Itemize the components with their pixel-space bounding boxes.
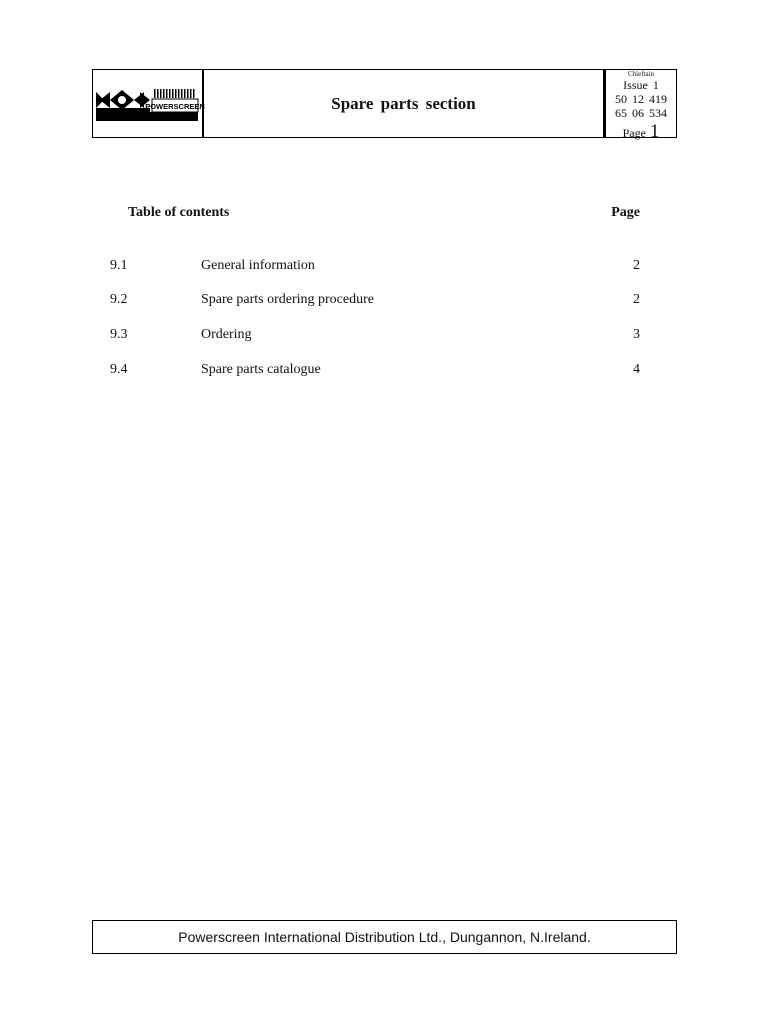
document-title: Spare parts section xyxy=(331,93,476,113)
model-name: Chieftain xyxy=(627,70,655,78)
part-code-1: 50 12 419 xyxy=(615,92,667,106)
svg-text:POWERSCREEN: POWERSCREEN xyxy=(145,102,205,111)
powerscreen-logo xyxy=(96,88,205,122)
document-info xyxy=(603,70,676,142)
page-label: Page xyxy=(622,126,646,140)
issue-number: Issue 1 xyxy=(623,78,659,92)
part-code-2: 65 06 534 xyxy=(615,106,667,120)
toc-title: Table of contents xyxy=(128,205,230,220)
toc-entry-page: 2 xyxy=(633,258,640,273)
toc-entry-page: 2 xyxy=(633,292,640,307)
toc-entry-label: General information xyxy=(201,258,315,273)
document-header xyxy=(92,69,677,142)
page-indicator xyxy=(606,122,676,141)
toc-entry-page: 4 xyxy=(633,362,640,377)
toc-entry[interactable] xyxy=(110,362,640,382)
toc-page-heading: Page xyxy=(611,205,640,220)
toc-entry-number: 9.2 xyxy=(110,292,128,307)
toc-entry-label: Spare parts ordering procedure xyxy=(201,292,374,307)
toc-entry-label: Spare parts catalogue xyxy=(201,362,321,377)
toc-entry[interactable] xyxy=(110,258,640,278)
toc-entry-page: 3 xyxy=(633,327,640,342)
toc-entry-number: 9.4 xyxy=(110,362,128,377)
document-footer: Powerscreen International Distribution Ltd., Dungannon, N.Ireland. xyxy=(92,920,677,954)
logo-cell xyxy=(93,70,204,137)
toc-entry[interactable] xyxy=(110,327,640,347)
page-number: 1 xyxy=(649,121,660,142)
toc-entry[interactable] xyxy=(110,292,640,312)
toc-entry-number: 9.1 xyxy=(110,258,128,273)
toc-entry-label: Ordering xyxy=(201,327,252,342)
toc-entry-number: 9.3 xyxy=(110,327,128,342)
